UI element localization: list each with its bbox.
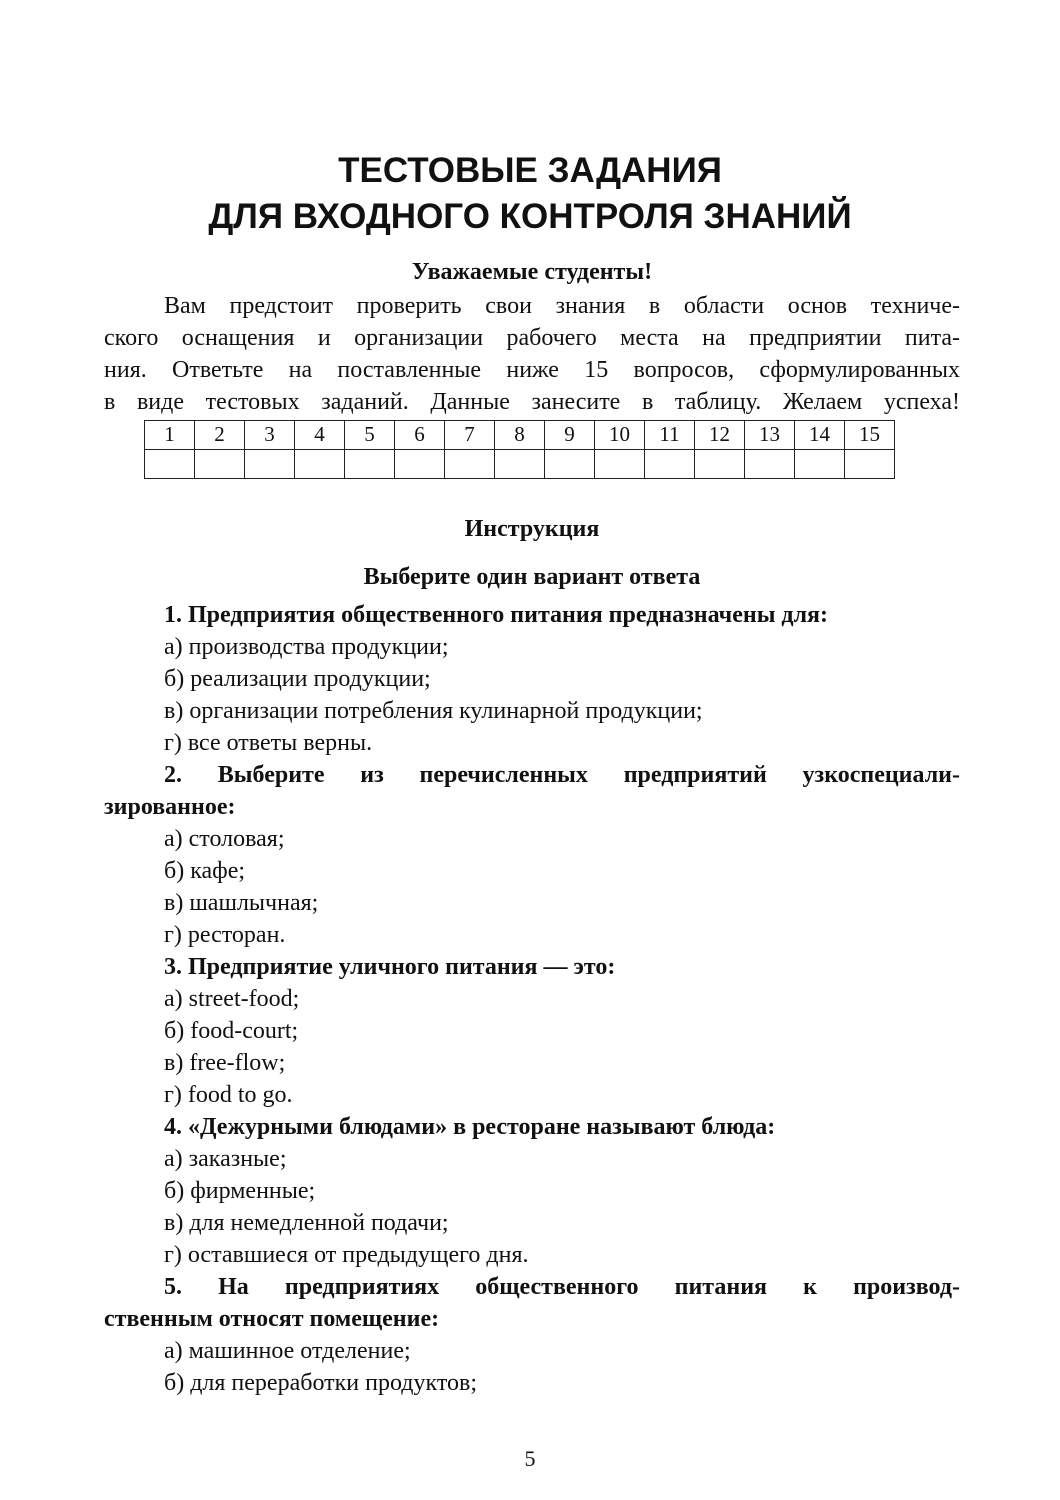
answer-header-cell: 7 [445, 421, 495, 450]
answer-cell[interactable] [645, 450, 695, 479]
answer-option: в) организации потребления кулинарной продукции; [164, 698, 703, 724]
title-line-2: ДЛЯ ВХОДНОГО КОНТРОЛЯ ЗНАНИЙ [208, 197, 852, 236]
answer-header-cell: 14 [795, 421, 845, 450]
question-text: 3. Предприятие уличного питания — это: [164, 954, 616, 980]
question-block [104, 951, 960, 1111]
question-line: 5. На предприятиях общественного питания к производ- [164, 1274, 960, 1300]
answer-option: б) реализации продукции; [164, 666, 431, 692]
answer-option: а) street-food; [164, 986, 300, 1012]
answer-header-cell: 3 [245, 421, 295, 450]
question-block [104, 759, 960, 951]
answer-option: г) food to go. [164, 1082, 293, 1108]
answer-cell[interactable] [495, 450, 545, 479]
question-text: 4. «Дежурными блюдами» в ресторане называют блюда: [164, 1114, 776, 1140]
page-number: 5 [524, 1446, 536, 1471]
answer-option: а) машинное отделение; [164, 1338, 411, 1364]
answer-option: б) food-court; [164, 1018, 299, 1044]
answer-cell[interactable] [445, 450, 495, 479]
answer-cell[interactable] [745, 450, 795, 479]
answer-table-input-row [145, 450, 895, 479]
question-text: 1. Предприятия общественного питания предназначены для: [164, 602, 829, 628]
answer-header-cell: 12 [695, 421, 745, 450]
answer-table-header-row [145, 421, 895, 450]
intro-line: в виде тестовых заданий. Данные занесите в таблицу. Желаем успеха! [104, 389, 960, 415]
intro-line: ния. Ответьте на поставленные ниже 15 вопросов, сформулированных [104, 357, 960, 383]
question-text [104, 1271, 960, 1335]
question-block [104, 1111, 960, 1271]
answer-header-cell: 9 [545, 421, 595, 450]
intro-line: Вам предстоит проверить свои знания в области основ техниче- [164, 293, 960, 319]
answer-cell[interactable] [545, 450, 595, 479]
answer-option: а) заказные; [164, 1146, 287, 1172]
answer-option: а) столовая; [164, 826, 285, 852]
answer-option: б) кафе; [164, 858, 246, 884]
intro-paragraph [104, 290, 960, 418]
answer-header-cell: 1 [145, 421, 195, 450]
answer-header-cell: 11 [645, 421, 695, 450]
answer-option: б) для переработки продуктов; [164, 1370, 477, 1396]
answer-option: г) оставшиеся от предыдущего дня. [164, 1242, 529, 1268]
answer-cell[interactable] [295, 450, 345, 479]
greeting-heading: Уважаемые студенты! [411, 259, 653, 285]
answer-option: г) все ответы верны. [164, 730, 373, 756]
answer-option: г) ресторан. [164, 922, 286, 948]
answer-option: в) для немедленной подачи; [164, 1210, 449, 1236]
answer-header-cell: 4 [295, 421, 345, 450]
answer-header-cell: 15 [845, 421, 895, 450]
answer-header-cell: 6 [395, 421, 445, 450]
page-title [0, 148, 1060, 240]
question-block [104, 1271, 960, 1399]
title-line-1: ТЕСТОВЫЕ ЗАДАНИЯ [338, 151, 722, 190]
answer-cell[interactable] [695, 450, 745, 479]
answer-cell[interactable] [795, 450, 845, 479]
answer-header-cell: 8 [495, 421, 545, 450]
answer-cell[interactable] [395, 450, 445, 479]
answer-header-cell: 10 [595, 421, 645, 450]
answer-header-cell: 2 [195, 421, 245, 450]
question-line: зированное: [104, 794, 236, 820]
question-line: 2. Выберите из перечисленных предприятий узкоспециали- [164, 762, 960, 788]
answer-cell[interactable] [345, 450, 395, 479]
answer-cell[interactable] [595, 450, 645, 479]
question-text [104, 759, 960, 823]
answer-header-cell: 5 [345, 421, 395, 450]
page-content [104, 256, 960, 1399]
answer-cell[interactable] [245, 450, 295, 479]
answer-cell[interactable] [845, 450, 895, 479]
answer-option: в) шашлычная; [164, 890, 319, 916]
answer-header-cell: 13 [745, 421, 795, 450]
answer-table [144, 420, 895, 479]
answer-option: б) фирменные; [164, 1178, 316, 1204]
answer-cell[interactable] [145, 450, 195, 479]
instruction-heading: Инструкция [464, 516, 600, 542]
intro-line: ского оснащения и организации рабочего места на предприятии пита- [104, 325, 960, 351]
choose-heading: Выберите один вариант ответа [363, 564, 701, 590]
question-line: ственным относят помещение: [104, 1306, 440, 1332]
answer-option: в) free-flow; [164, 1050, 286, 1076]
answer-cell[interactable] [195, 450, 245, 479]
answer-option: а) производства продукции; [164, 634, 449, 660]
question-block [104, 599, 960, 759]
